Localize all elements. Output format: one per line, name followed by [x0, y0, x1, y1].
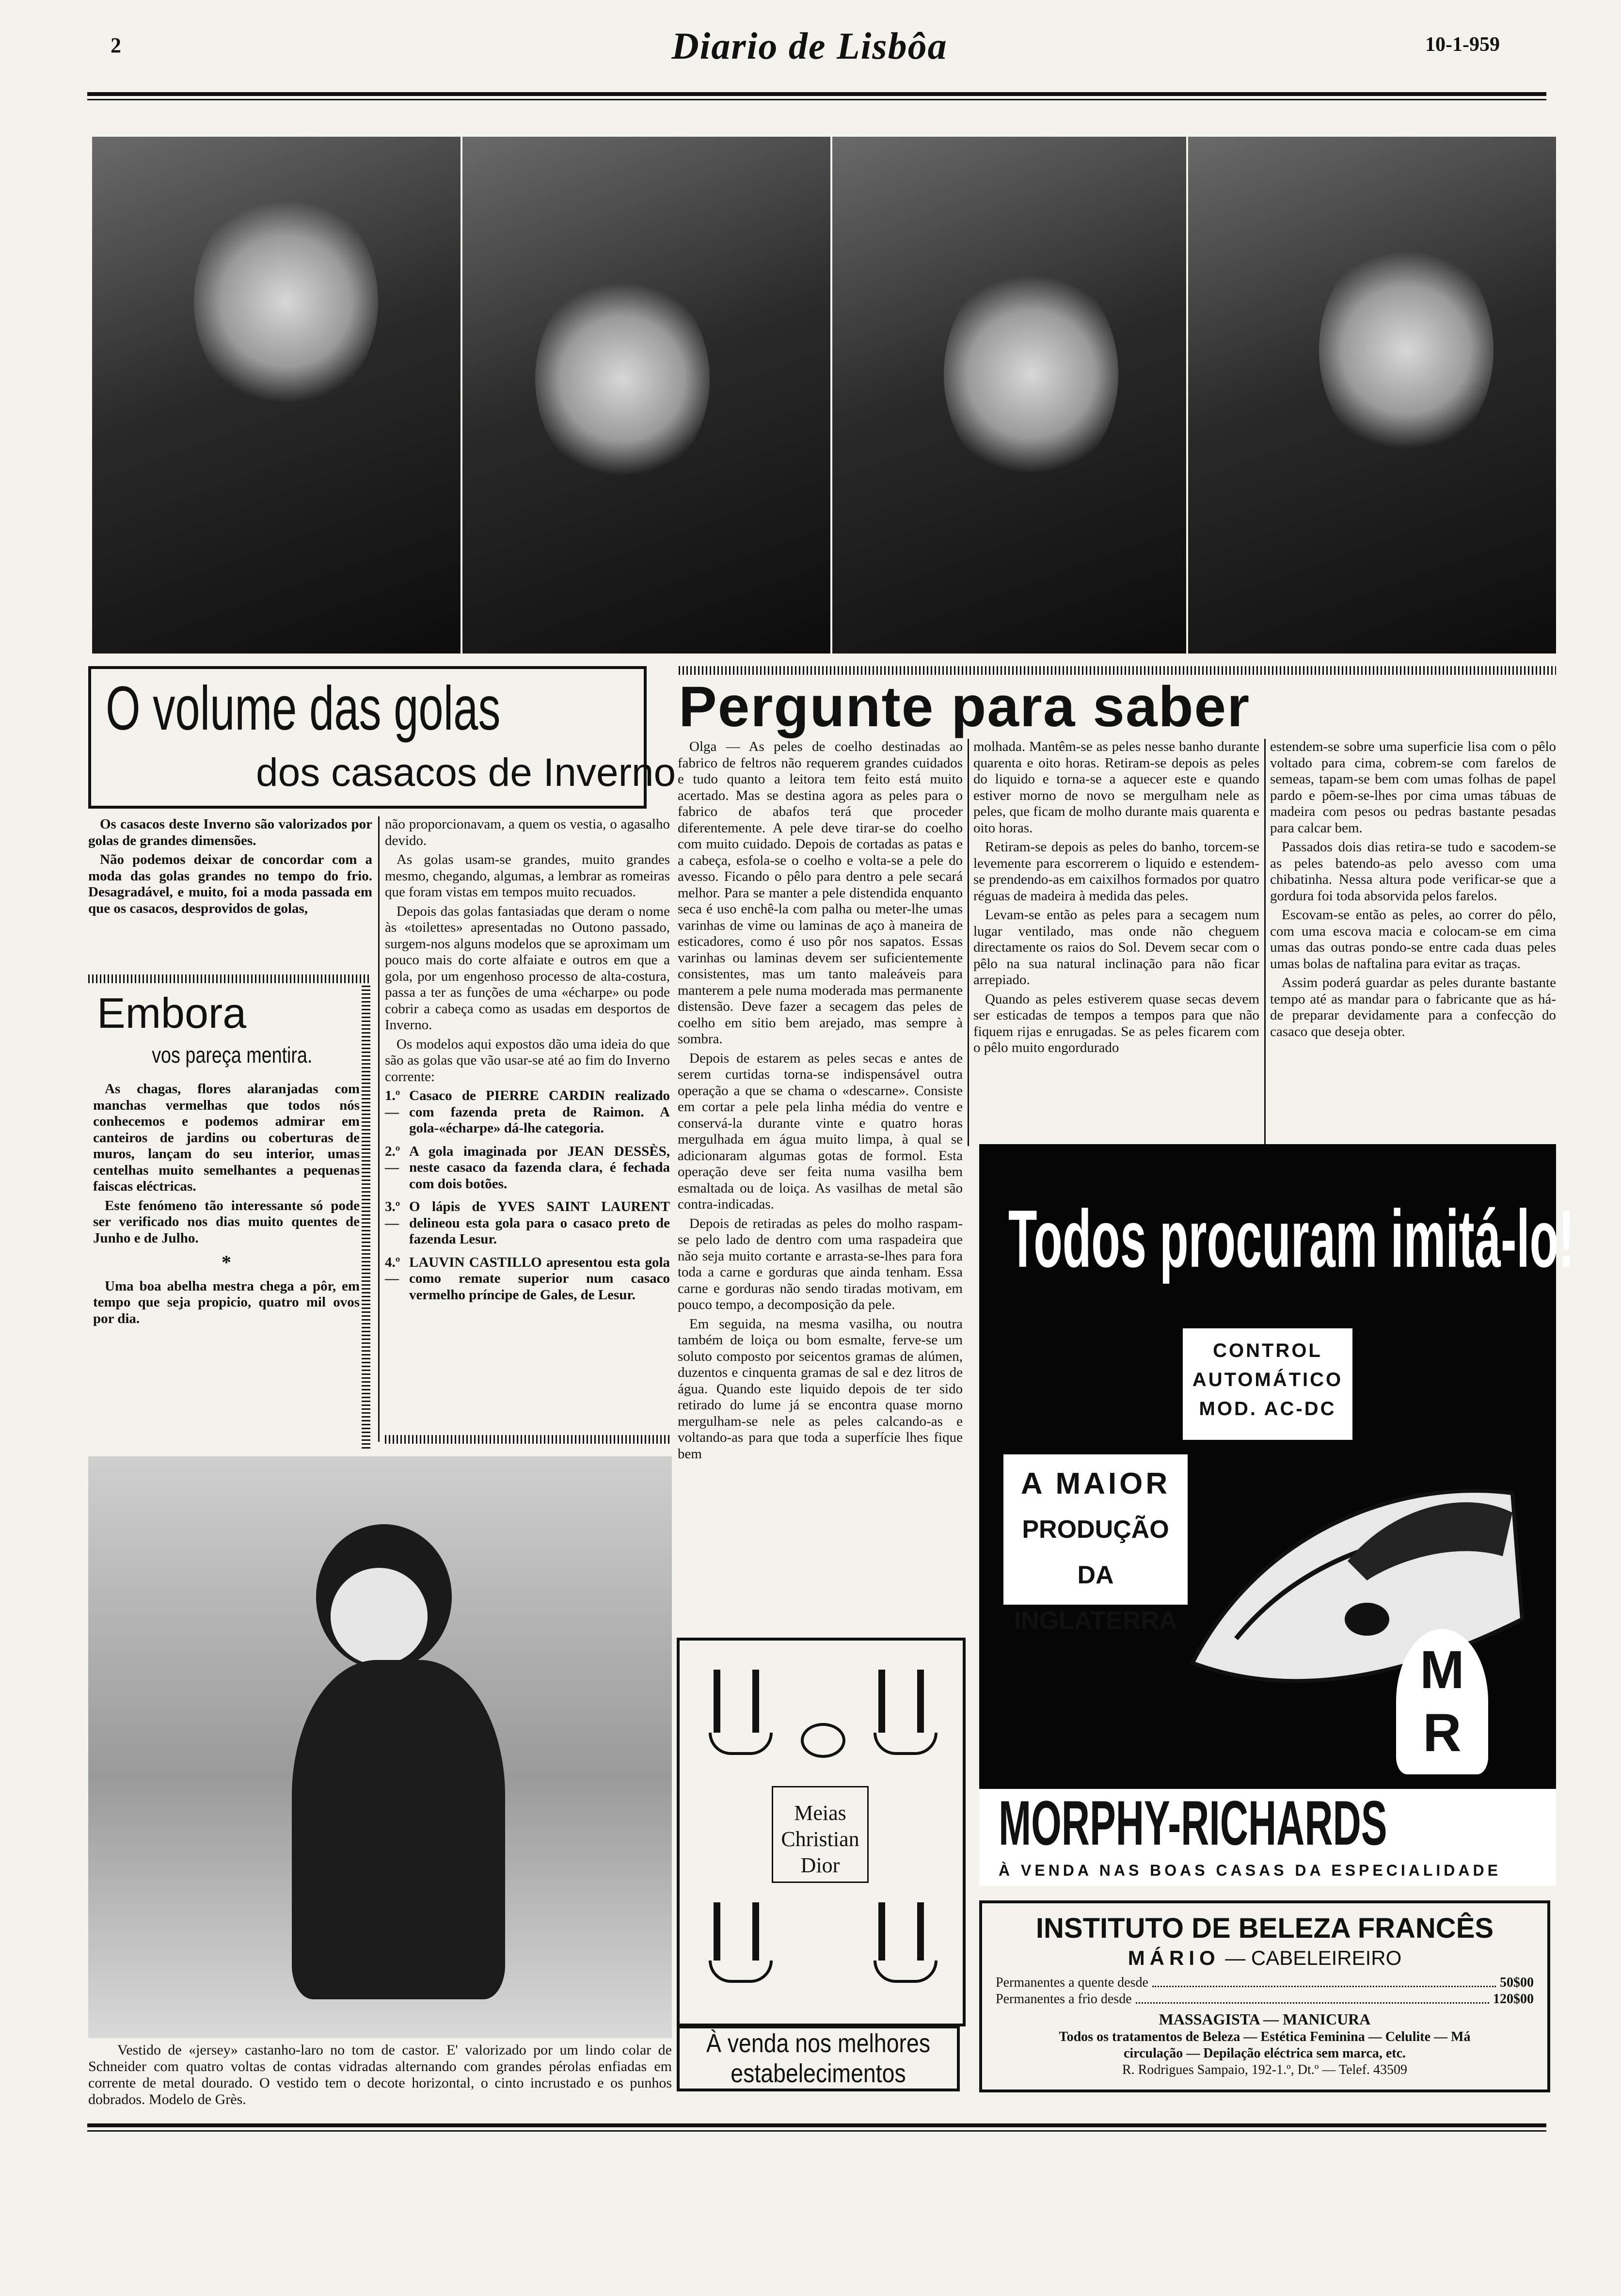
beleza-subtitle-rest: — CABELEIREIRO [1225, 1946, 1402, 1969]
control-box [1183, 1328, 1352, 1440]
control-line-2: AUTOMÁTICO [1192, 1369, 1343, 1390]
golas-item-number: 1.º — [385, 1088, 400, 1120]
beleza-address: R. Rodrigues Sampaio, 192-1.º, Dt.º — Telef. 43509 [1122, 2062, 1408, 2077]
masthead-title: Diario de Lisbôa [671, 25, 948, 67]
pergunte-column-3 [1270, 739, 1556, 1043]
beleza-subtitle-name: MÁRIO [1128, 1946, 1220, 1969]
golas-item-text: A gola imaginada por JEAN DESSÈS, neste casaco da fazenda clara, é fechada com dois botões. [409, 1143, 670, 1192]
maior-box [1003, 1454, 1188, 1635]
golas-title-line1: O volume das golas [106, 674, 501, 743]
beleza-ad [979, 1900, 1550, 2092]
pergunte-paragraph: Assim poderá guardar as peles durante bastante tempo até as mandar para o fabricante que as há-de preparar devidamente para a confecção do casaco que deseja obter. [1270, 975, 1556, 1039]
embora-top-border [88, 974, 370, 983]
golas-title-box [88, 666, 676, 809]
morphy-brand-strip [979, 1789, 1556, 1886]
candelabra-bottom-icon [699, 1902, 941, 1999]
fashion-photo-2 [462, 137, 831, 654]
morphy-headline: Todos procuram imitá-lo! [1008, 1193, 1574, 1284]
beleza-section: MASSAGISTA — MANICURA [1159, 2010, 1371, 2028]
morphy-tagline: À VENDA NAS BOAS CASAS DA ESPECIALIDADE [999, 1862, 1501, 1879]
fashion-photo-strip [92, 137, 1556, 654]
golas-paragraph: não proporcionavam, a quem os vestia, o agasalho devido. [385, 816, 670, 848]
golas-paragraph: As golas usam-se grandes, muito grandes mesmo, chegando, algumas, a lembrar as romeiras que foram vistas em tempos muito recuados. [385, 852, 670, 900]
maior-line-3: INGLATERRA [1014, 1607, 1177, 1635]
pergunte-paragraph: Depois de estarem as peles secas e antes de serem curtidas torna-se indispensável outra operação a que se chama o «descarne». Consiste em cortar a pele pela linha média do ventre e conservá-la durante vinte e quatro horas mergulhada em água muito limpa, à qual se adicionaram algumas gotas de formol. Esta operação deve ser feita numa vasilha bem esmaltada ou de loiça. As vasilhas de metal são contra-indicadas. [678, 1050, 963, 1212]
pergunte-title: Pergunte para saber [679, 675, 1251, 739]
embora-paragraph: As chagas, flores alaranjadas com manchas vermelhas que todos nós conhecemos e podemos admirar em canteiros de jardins ou coberturas de muros, lançam do seu interior, umas centelhas muito semelhantes a pequenas faiscas eléctricas. [93, 1081, 360, 1194]
pergunte-paragraph: Retiram-se depois as peles do banho, torcem-se levemente para escorrerem o liquido e estendem-se prendendo-as em caixilhos formados por quatro réguas de madeira à medida das peles. [973, 839, 1259, 904]
pergunte-paragraph: Depois de retiradas as peles do molho raspam-se pelo lado de dentro com uma raspadeira que não seja muito cortante e arrasta-se-lhes para fora toda a carne e gorduras que ainda tenham. Essa carne e gorduras não sendo tiradas motivam, em pouco tempo, a decomposição da pele. [678, 1215, 963, 1312]
pergunte-paragraph: Olga — As peles de coelho destinadas ao fabrico de feltros não requerem grandes cuidados e tudo quanto a leitora tem feito está muito acertado. Mas se destina agora as peles para o fabrico de abafos terá que proceder diferentemente. A pele deve tirar-se do coelho com muito cuidado. Depois de cortadas as patas e a cabeça, esfola-se o coelho e volta-se a pele do avesso. Ficando o pêlo para dentro a pele secará melhor. Para se manter a pele distendida enquanto seca é uso enchê-la com palha ou meter-lhe umas varinhas de vime ou laminas de aço à maneira de esticadores, como é uso pôr nos sapatos. Essas varinhas ou laminas devem ser suficientemente consistentes, mas um tanto maleáveis para manterem a pele numa moderada mas permanente distensão. Deve fazer a secagem das peles de coelho em sitio bem arejado, mas sempre à sombra. [678, 739, 963, 1047]
pergunte-column-1 [678, 739, 963, 1465]
pergunte-paragraph: Escovam-se então as peles, ao correr do pêlo, com uma escova macia e colocam-se em cima umas das outras pondo-se entre cada duas peles umas bolas de naftalina para evitar as traças. [1270, 907, 1556, 972]
candelabra-top-icon [699, 1670, 941, 1781]
control-line-3: MOD. AC-DC [1199, 1398, 1336, 1419]
beleza-price-value: 50$00 [1500, 1975, 1534, 1990]
beleza-price-value: 120$00 [1493, 1992, 1534, 2007]
beleza-subtitle [996, 1945, 1534, 1972]
golas-title-line2: dos casacos de Inverno [256, 750, 676, 795]
beleza-title: INSTITUTO DE BELEZA FRANCÊS [1035, 1913, 1494, 1944]
golas-item-text: LAUVIN CASTILLO apresentou esta gola como remate superior num casaco vermelho príncipe de Gales, de Lesur. [409, 1254, 670, 1303]
dior-line-3: Dior [800, 1853, 840, 1877]
footer-rule-thin [87, 2130, 1546, 2132]
column-rule [968, 739, 969, 1146]
masthead-date: 10-1-959 [1425, 33, 1500, 56]
beleza-price-label: Permanentes a quente desde [996, 1975, 1148, 1990]
golas-item-text: Casaco de PIERRE CARDIN realizado com fazenda preta de Raimon. A gola-«écharpe» dá-lhe categoria. [409, 1088, 670, 1136]
dior-footer-line-1: À venda nos melhores [706, 2029, 931, 2058]
iron-icon [1163, 1435, 1551, 1736]
golas-list-item [385, 1255, 670, 1304]
pergunte-paragraph: Quando as peles estiverem quase secas devem ser esticadas de tempos a tempos para que não fiquem rijas e enrugadas. Se as peles ficarem com o pêlo muito engordurado [973, 991, 1259, 1055]
beleza-services-2: circulação — Depilação eléctrica sem marca, etc. [1123, 2046, 1406, 2061]
embora-right-border [362, 983, 370, 1449]
fashion-photo-1 [92, 137, 461, 654]
pergunte-paragraph: Em seguida, na mesma vasilha, ou noutra também de loiça ou bom esmalte, ferve-se um soluto composto por seicentos gramas de alúmen, duzentos e cinquenta gramas de sal e dez litros de água. Quando este liquido depois de ter sido retirado do lume já se encontra quase morno mergulham-se nele as peles calcando-as e voltando-as para que toda a superfície lhes fique bem [678, 1316, 963, 1462]
masthead-rule-thin [87, 99, 1546, 100]
footer-rule [87, 2123, 1546, 2127]
pergunte-paragraph: estendem-se sobre uma superficie lisa com o pêlo voltado para cima, cobrem-se com farelos de semeas, tapam-se bem com umas folhas de papel pardo e põem-se-lhes por cima umas tábuas de madeira com pesos ou pedras bastante pesadas para calcar bem. [1270, 739, 1556, 836]
beleza-price-row [996, 1975, 1534, 1991]
column-rule [378, 816, 380, 1442]
mr-logo-shield [1396, 1629, 1488, 1774]
maior-line-2: PRODUÇÃO DA [1022, 1515, 1169, 1589]
golas-column-1 [88, 816, 372, 920]
fashion-photo-4 [1188, 137, 1557, 654]
embora-paragraph: Uma boa abelha mestra chega a pôr, em tempo que seja propicio, quatro mil ovos por dia. [93, 1278, 360, 1326]
masthead-rule [87, 92, 1546, 96]
golas-paragraph: Os casacos deste Inverno são valorizados por golas de grandes dimensões. [88, 816, 372, 848]
golas-item-number: 2.º — [385, 1143, 400, 1175]
column-rule [1264, 739, 1266, 1146]
model-photo-caption: Vestido de «jersey» castanho-laro no tom de castor. E' valorizado por um lindo colar de Schneider com quatro voltas de contas vidradas alternando com grandes pérolas enfiadas em corrente de metal dourado. O vestido tem o decote horizontal, o cinto incrustado e os punhos dobrados. Modelo de Grès. [88, 2042, 672, 2107]
beleza-services-1: Todos os tratamentos de Beleza — Estética Feminina — Celulite — Má [1059, 2029, 1471, 2044]
golas-list-item [385, 1199, 670, 1248]
pergunte-paragraph: Levam-se então as peles para a secagem num lugar ventilado, mas onde não cheguem directamente os raios do Sol. Devem secar com o pêlo na sua natural inclinação para não ficar arrepiado. [973, 907, 1259, 988]
dior-footer [677, 2025, 960, 2091]
dior-line-2: Christian [781, 1827, 859, 1851]
embora-separator-star: * [222, 1251, 231, 1273]
pergunte-top-border [679, 666, 1556, 675]
beleza-price-row [996, 1991, 1534, 2008]
golas-column-2 [385, 816, 670, 1303]
golas-paragraph: Depois das golas fantasiadas que deram o nome às «toilettes» apresentadas no Outono passado, surgem-nos alguns modelos que se aproximam um pouco mais do corte alfaiate e outros em que a gola, por um engenhoso processo de alta-costura, passa a ter as funções de uma «écharpe» ou pode cobrir a cabeça como as usadas em desportos de Inverno. [385, 903, 670, 1033]
morphy-richards-ad [979, 1144, 1574, 1886]
golas-list-item [385, 1144, 670, 1193]
embora-subtitle: vos pareça mentira. [152, 1042, 313, 1068]
golas-item-text: O lápis de YVES SAINT LAURENT delineou esta gola para o casaco preto de fazenda Lesur. [409, 1199, 670, 1247]
model-photo [88, 1456, 672, 2038]
mr-logo-r: R [1423, 1703, 1462, 1763]
golas-item-number: 4.º — [385, 1254, 400, 1286]
golas-paragraph: Os modelos aqui expostos dão uma ideia do que são as golas que vão usar-se até ao fim do Inverno corrente: [385, 1036, 670, 1084]
mr-logo-m: M [1420, 1640, 1464, 1700]
golas-paragraph: Não podemos deixar de concordar com a moda das golas grandes no tempo do frio. Desagradável, e muito, foi a moda passada em que os casacos, desprovidos de golas, [88, 852, 372, 916]
pergunte-paragraph: molhada. Mantêm-se as peles nesse banho durante quarenta e oito horas. Retiram-se depois as peles do liquido e torna-se a aquecer este e quando estiver morno de novo se mergulham nele as peles, que ficam de molho durante mais quarenta e oito horas. [973, 739, 1259, 836]
page-number: 2 [111, 33, 121, 57]
embora-title: Embora [97, 989, 247, 1037]
embora-body [88, 1081, 360, 1327]
dior-label-frame [772, 1786, 869, 1883]
embora-paragraph: Este fenómeno tão interessante só pode ser verificado nos dias muito quentes de Junho e de Julho. [93, 1197, 360, 1246]
fashion-photo-3 [832, 137, 1186, 654]
pergunte-paragraph: Passados dois dias retira-se tudo e sacodem-se as peles batendo-as pelo avesso com uma chibatinha. Nessa altura pode verificar-se que a gordura foi toda absorvida pelos farelos. [1270, 839, 1556, 904]
embora-box [88, 989, 360, 1330]
dior-line-1: Meias [794, 1801, 846, 1825]
golas-list-item [385, 1088, 670, 1137]
pergunte-column-2 [973, 739, 1259, 1059]
beleza-price-label: Permanentes a frio desde [996, 1992, 1132, 2007]
dior-ad [677, 1638, 966, 2026]
golas-item-number: 3.º — [385, 1199, 400, 1231]
maior-line-1: A MAIOR [1020, 1467, 1171, 1500]
golas-bottom-border [385, 1435, 671, 1444]
morphy-brand: MORPHY-RICHARDS [999, 1787, 1387, 1858]
control-line-1: CONTROL [1213, 1340, 1322, 1361]
dior-footer-line-2: estabelecimentos [731, 2059, 906, 2088]
